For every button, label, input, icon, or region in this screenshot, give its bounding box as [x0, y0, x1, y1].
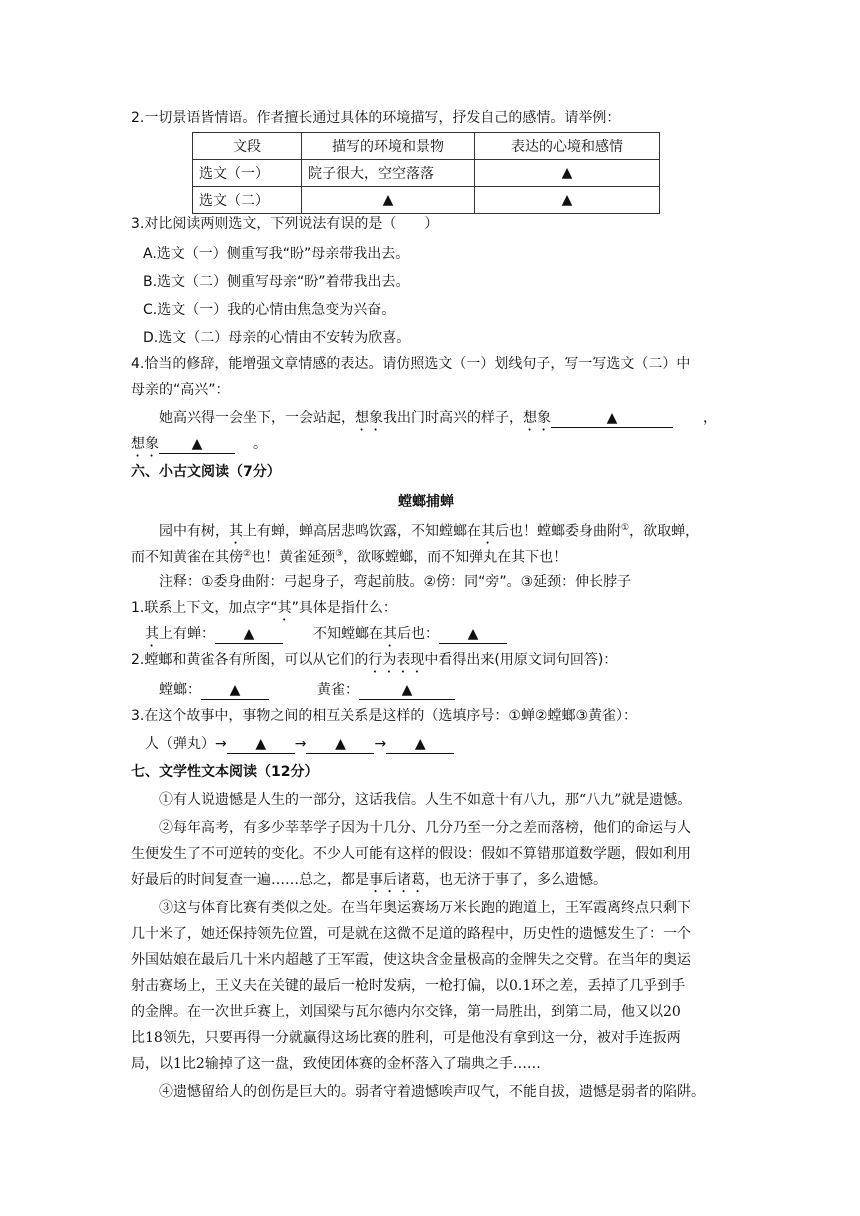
- q4-sentence-line2: [131, 434, 267, 460]
- passage-text: ，欲取蝉，: [629, 523, 700, 540]
- answer-blank[interactable]: ▲: [227, 736, 295, 754]
- answer-blank-marker[interactable]: ▲: [302, 187, 475, 214]
- answer-blank[interactable]: ▲: [215, 626, 283, 644]
- passage-text: 而不知黄雀在其傍: [131, 549, 243, 566]
- prompt-text: 人（弹丸）→: [145, 736, 227, 752]
- section-6-heading: 六、小古文阅读（7分）: [131, 464, 281, 480]
- paragraph-line: 几十米了，她还保持领先位置，可是就在这微不足道的路程中，历史性的遗憾发生了：一个: [131, 926, 691, 942]
- dotted-word: 其: [481, 523, 495, 540]
- answer-blank[interactable]: ▲: [386, 736, 454, 754]
- sec6-q2-prompt: [131, 650, 617, 676]
- paragraph-text: ，也无济于事了，多么遗憾。: [425, 872, 607, 888]
- passage-text: 也！黄雀延颈: [251, 549, 336, 566]
- sec6-q3-chain: [145, 734, 454, 754]
- passage-text: ，欲啄螳螂，而不知弹丸在其下也！: [343, 549, 568, 566]
- table-header-row: [193, 133, 660, 160]
- q3-prompt: 3.对比阅读两则选文，下列说法有误的是（ ）: [131, 216, 439, 232]
- table-header-cell: 表达的心境和感情: [475, 133, 660, 160]
- answer-blank[interactable]: ▲: [201, 682, 269, 700]
- sentence-text: 她高兴得一会坐下，一会站起，: [159, 410, 355, 426]
- paragraph-line: 生便发生了不可逆转的变化。不少人可能有这样的假设：假如不算错那道数学题，假如利用: [131, 846, 691, 862]
- paragraph-line: 射击赛场上，王义夫在关键的最后一枪时发病，一枪打偏，以0.1环之差，丢掉了几乎到手: [131, 978, 686, 994]
- arrow: →: [374, 736, 387, 752]
- table-cell: 选文（一）: [193, 160, 302, 187]
- table-header-cell: 描写的环境和景物: [302, 133, 475, 160]
- dotted-word: 其: [277, 600, 292, 616]
- paragraph-line: 局，以1比2输掉了这一盘，致使团体赛的金杯落入了瑞典之手……: [131, 1056, 541, 1072]
- dotted-word: 想象: [523, 410, 551, 426]
- prompt-text: 后也：: [397, 626, 439, 642]
- footnote-mark: ①: [621, 523, 630, 533]
- paragraph-line: ②每年高考，有多少莘莘学子因为十几分、几分乃至一分之差而落榜，他们的命运与人: [159, 820, 691, 836]
- table-cell: 院子很大，空空落落: [302, 160, 475, 187]
- passage-text: 后也！螳螂委身曲附: [495, 523, 621, 540]
- q3-option-c[interactable]: C.选文（一）我的心情由焦急变为兴奋。: [143, 302, 396, 318]
- table-row: [193, 160, 660, 187]
- passage-line2: [131, 544, 567, 568]
- q2-prompt: 2.一切景语皆情语。作者擅长通过具体的环境描写，抒发自己的感情。请举例：: [131, 110, 621, 126]
- answer-blank[interactable]: ▲: [159, 436, 235, 454]
- table-header-cell: 文段: [193, 133, 302, 160]
- table-row: [193, 187, 660, 214]
- dotted-word: 其: [145, 626, 159, 642]
- answer-blank[interactable]: ▲: [306, 736, 374, 754]
- dotted-word: 想象: [355, 410, 383, 426]
- table-cell: 选文（二）: [193, 187, 302, 214]
- prompt-text: 2.螳螂和黄雀各有所图，可以从它们的: [131, 652, 369, 668]
- period: 。: [253, 436, 267, 452]
- paragraph-line: 比18领先，只要再得一分就赢得这场比赛的胜利，可是他没有拿到这一分，被对手连扳两: [131, 1030, 681, 1046]
- paragraph-line: ③这与体育比赛有类似之处。在当年奥运赛场万米长跑的跑道上，王军霞离终点只剩下: [159, 900, 691, 916]
- passage-note: 注释：①委身曲附：弓起身子，弯起前肢。②傍：同“旁”。③延颈：伸长脖子: [159, 574, 632, 590]
- answer-blank[interactable]: ▲: [359, 682, 455, 700]
- section-7-heading: 七、文学性文本阅读（12分）: [131, 764, 319, 780]
- prompt-text: 1.联系上下文，加点字“: [131, 600, 278, 616]
- prompt-text: 螳螂：: [159, 682, 201, 698]
- sec6-q2-answers: [159, 680, 455, 700]
- sec6-q3-prompt: 3.在这个故事中，事物之间的相互关系是这样的（选填序号：①蝉②螳螂③黄雀）：: [131, 708, 638, 724]
- arrow: →: [294, 736, 307, 752]
- passage-text: 上有蝉，蝉高居悲鸣饮露，不知螳螂在: [243, 523, 481, 540]
- paragraph-line: 外国姑娘在最后几十米内超越了王军霞，使这块含金量极高的金牌失之交臂。在当年的奥运: [131, 952, 691, 968]
- q2-table: [192, 132, 660, 214]
- comma: ，: [703, 410, 717, 426]
- paragraph-line: ④遗憾留给人的创伤是巨大的。弱者守着遗憾唉声叹气，不能自拔，遗憾是弱者的陷阱。: [159, 1084, 705, 1100]
- prompt-text: 黄雀：: [317, 682, 359, 698]
- footnote-mark: ③: [335, 549, 344, 559]
- paragraph-line: ①有人说遗憾是人生的一部分，这话我信。人生不如意十有八九，那“八九”就是遗憾。: [159, 792, 692, 808]
- q4-sentence-line1: [159, 408, 717, 434]
- answer-blank[interactable]: ▲: [439, 626, 507, 644]
- dotted-word: 其: [229, 523, 243, 540]
- q4-prompt-line2: 母亲的“高兴”：: [131, 382, 230, 398]
- passage-text: 园中有树，: [159, 523, 229, 540]
- dotted-word: 行为表现: [368, 652, 425, 668]
- paragraph-text: 好最后的时间复查一遍……总之，都是: [131, 872, 369, 888]
- footnote-mark: ②: [243, 549, 252, 559]
- paragraph-line: [131, 870, 607, 896]
- dotted-word: 其: [383, 626, 397, 642]
- answer-blank[interactable]: ▲: [551, 410, 673, 428]
- q4-prompt-line1: 4.恰当的修辞，能增强文章情感的表达。请仿照选文（一）划线句子，写一写选文（二）中: [131, 356, 691, 372]
- prompt-text: 中看得出来(用原文词句回答)：: [424, 652, 618, 668]
- prompt-text: 不知螳螂在: [313, 626, 383, 642]
- sec6-q1-answers: [145, 624, 507, 650]
- passage-title: 螳螂捕蝉: [398, 494, 454, 510]
- paragraph-line: 的金牌。在一次世乒赛上，刘国梁与瓦尔德内尔交锋，第一局胜出，到第二局，他又以20: [131, 1004, 681, 1020]
- q3-option-b[interactable]: B.选文（二）侧重写母亲“盼”着带我出去。: [143, 274, 410, 290]
- sec6-q1-prompt: [131, 598, 397, 624]
- answer-blank-marker[interactable]: ▲: [475, 187, 660, 214]
- prompt-text: 上有蝉：: [159, 626, 215, 642]
- answer-blank-marker[interactable]: ▲: [475, 160, 660, 187]
- dotted-word: 事后诸葛: [369, 872, 425, 888]
- q3-option-d[interactable]: D.选文（二）母亲的心情由不安转为欣喜。: [143, 330, 411, 346]
- prompt-text: ”具体是指什么：: [291, 600, 397, 616]
- dotted-word: 想象: [131, 436, 159, 452]
- q3-option-a[interactable]: A.选文（一）侧重写我“盼”母亲带我出去。: [143, 246, 410, 262]
- sentence-text: 我出门时高兴的样子，: [383, 410, 523, 426]
